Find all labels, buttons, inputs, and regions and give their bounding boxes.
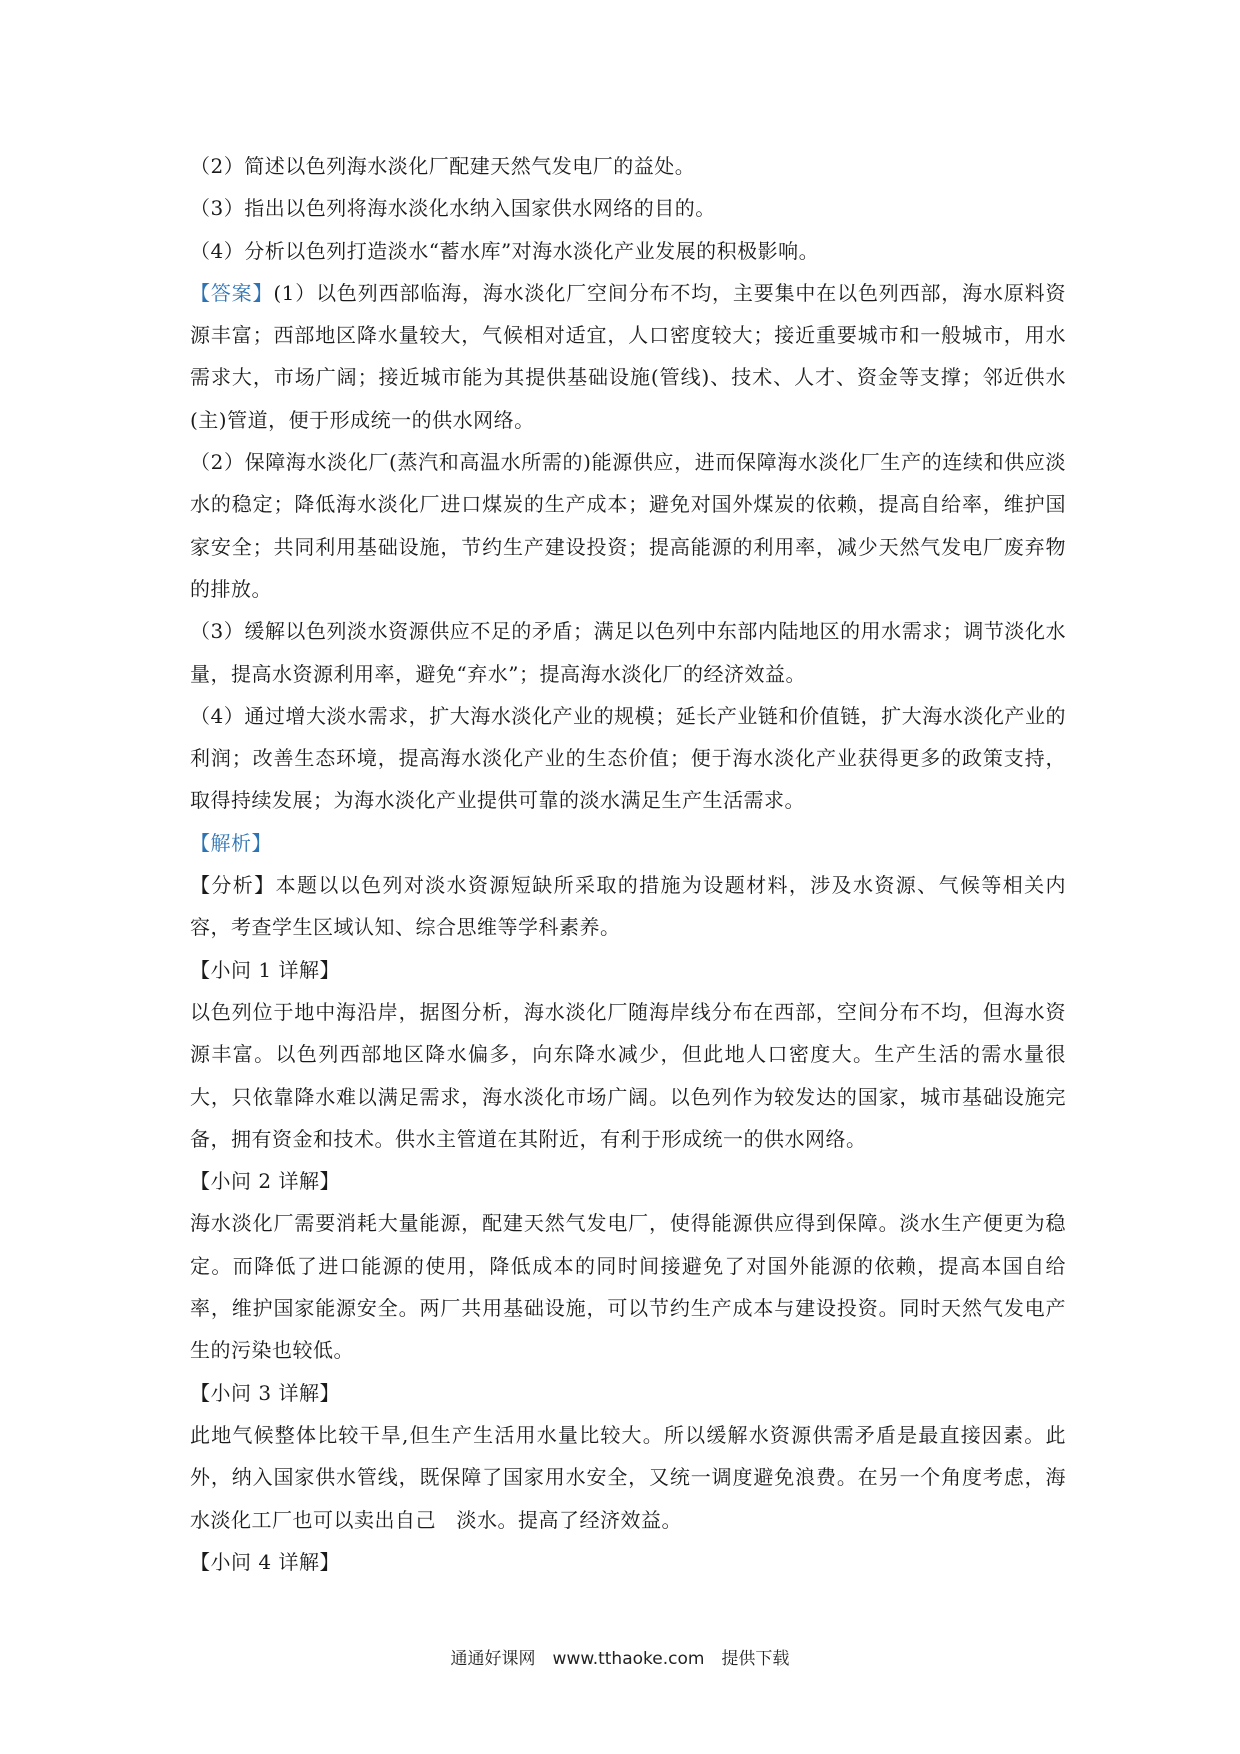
detail-1-text: 以色列位于地中海沿岸，据图分析，海水淡化厂随海岸线分布在西部，空间分布不均，但海水资源丰富。以色列西部地区降水偏多，向东降水减少，但此地人口密度大。生产生活的需水量很大，只依靠降水难以满足需求，海水淡化市场广阔。以色列作为较发达的国家，城市基础设施完备，拥有资金和技术。供水主管道在其附近，有利于形成统一的供水网络。 xyxy=(190,999,1066,1151)
detail-3-heading: 【小问 3 详解】 xyxy=(190,1380,340,1405)
analysis-intro-tag: 【分析】 xyxy=(190,873,276,898)
analysis-tag: 【解析】 xyxy=(190,830,272,855)
detail-4-heading: 【小问 4 详解】 xyxy=(190,1549,340,1574)
question-4: （4）分析以色列打造淡水“蓄水库”对海水淡化产业发展的积极影响。 xyxy=(190,238,820,263)
answer-1 xyxy=(190,272,1066,441)
answer-1-text: (1）以色列西部临海，海水淡化厂空间分布不均，主要集中在以色列西部，海水原料资源丰富；西部地区降水量较大，气候相对适宜，人口密度较大；接近重要城市和一般城市，用水需求大，市场广阔；接近城市能为其提供基础设施(管线)、技术、人才、资金等支撑；邻近供水(主)管道，便于形成统一的供水网络。 xyxy=(190,280,1067,432)
detail-1-heading: 【小问 1 详解】 xyxy=(190,957,340,982)
analysis-intro xyxy=(190,864,1066,949)
question-3: （3）指出以色列将海水淡化水纳入国家供水网络的目的。 xyxy=(190,196,716,221)
question-2: （2）简述以色列海水淡化厂配建天然气发电厂的益处。 xyxy=(190,154,696,178)
answer-3: （3）缓解以色列淡水资源供应不足的矛盾；满足以色列中东部内陆地区的用水需求；调节淡化水量，提高水资源利用率，避免“弃水”；提高海水淡化厂的经济效益。 xyxy=(190,619,1066,686)
answer-4: （4）通过增大淡水需求，扩大海水淡化产业的规模；延长产业链和价值链，扩大海水淡化产业的利润；改善生态环境，提高海水淡化产业的生态价值；便于海水淡化产业获得更多的政策支持，取得持续发展；为海水淡化产业提供可靠的淡水满足生产生活需求。 xyxy=(190,703,1066,813)
answer-2: （2）保障海水淡化厂(蒸汽和高温水所需的)能源供应，进而保障海水淡化厂生产的连续和供应淡水的稳定；降低海水淡化厂进口煤炭的生产成本；避免对国外煤炭的依赖，提高自给率，维护国家安全；共同利用基础设施，节约生产建设投资；提高能源的利用率，减少天然气发电厂废弃物的排放。 xyxy=(190,450,1066,601)
detail-3-text: 此地气候整体比较干旱,但生产生活用水量比较大。所以缓解水资源供需矛盾是最直接因素。此外，纳入国家供水管线，既保障了国家用水安全，又统一调度避免浪费。在另一个角度考虑，海水淡化工厂也可以卖出自己 淡水。提高了经济效益。 xyxy=(190,1422,1066,1532)
answer-tag: 【答案】 xyxy=(190,280,274,305)
detail-2-text: 海水淡化厂需要消耗大量能源，配建天然气发电厂，使得能源供应得到保障。淡水生产便更为稳定。而降低了进口能源的使用，降低成本的同时间接避免了对国外能源的依赖，提高本国自给率，维护国家能源安全。两厂共用基础设施，可以节约生产成本与建设投资。同时天然气发电产生的污染也较低。 xyxy=(190,1211,1066,1363)
content-body xyxy=(190,145,1066,1583)
detail-2-heading: 【小问 2 详解】 xyxy=(190,1169,340,1194)
analysis-intro-text: 本题以以色列对淡水资源短缺所采取的措施为设题材料，涉及水资源、气候等相关内容，考查学生区域认知、综合思维等学科素养。 xyxy=(190,873,1067,940)
page-footer: 通通好课网 www.tthaoke.com 提供下载 xyxy=(450,1649,790,1669)
